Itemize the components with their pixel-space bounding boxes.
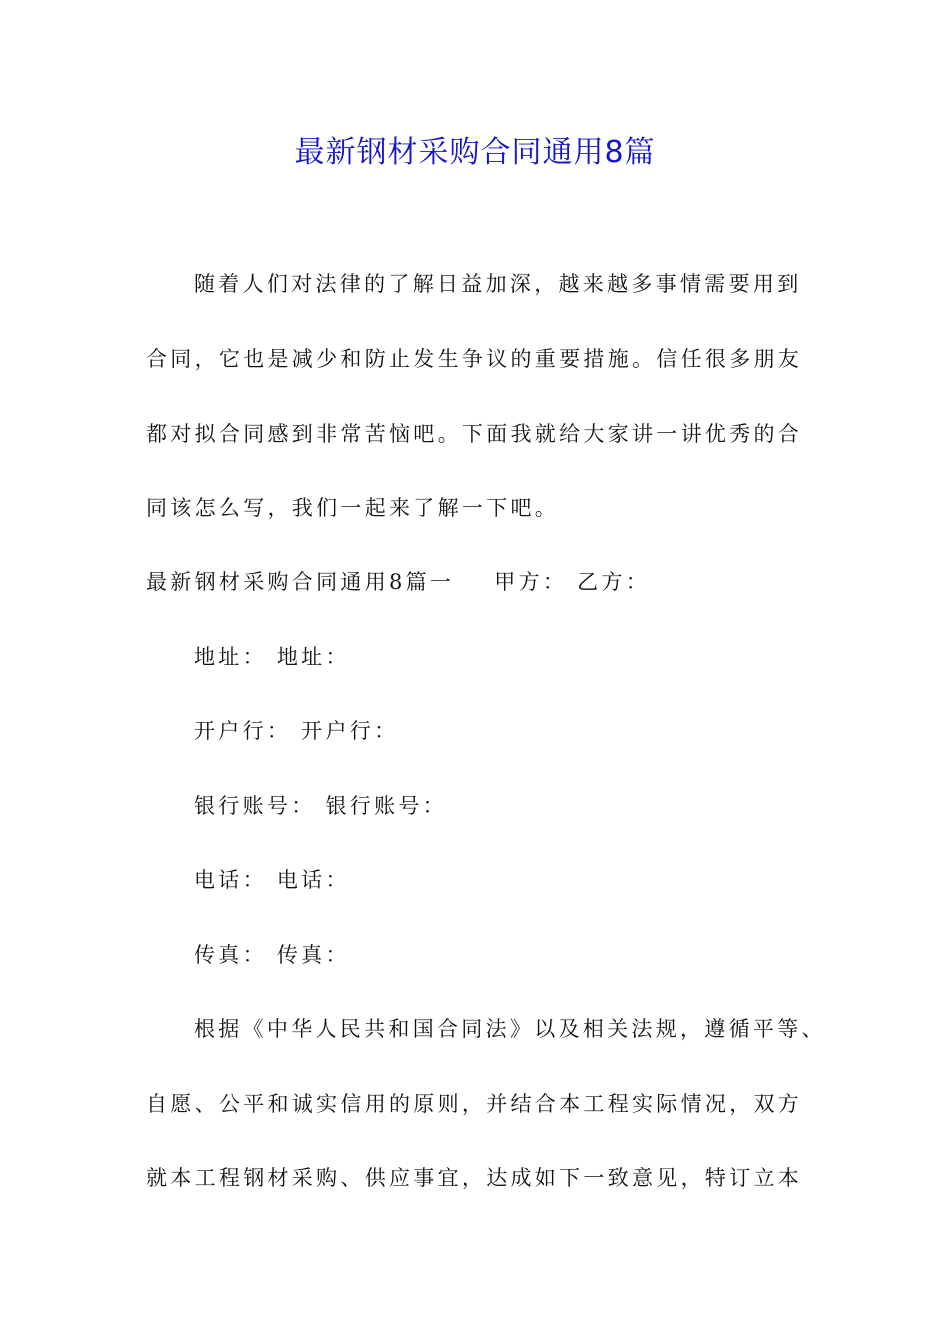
intro-line-2: 合同，它也是减少和防止发生争议的重要措施。信任很多朋友 (146, 347, 803, 371)
section-heading: 最新钢材采购合同通用8篇一 (146, 570, 455, 594)
document-title: 最新钢材采购合同通用8篇 (294, 135, 656, 170)
party-line: 甲方： 乙方： (494, 570, 651, 594)
field-address: 地址： 地址： (194, 645, 350, 669)
field-phone: 电话： 电话： (194, 868, 350, 892)
field-account: 银行账号： 银行账号： (194, 794, 447, 818)
field-fax: 传真： 传真： (194, 943, 350, 967)
body-line-3: 就本工程钢材采购、供应事宜，达成如下一致意见，特订立本 (146, 1166, 803, 1190)
body-line-2: 自愿、公平和诚实信用的原则，并结合本工程实际情况，双方 (146, 1092, 803, 1116)
body-line-1: 根据《中华人民共和国合同法》以及相关法规，遵循平等、 (194, 1017, 826, 1041)
intro-line-4: 同该怎么写，我们一起来了解一下吧。 (146, 496, 560, 520)
section-heading-line (146, 566, 650, 598)
intro-line-3: 都对拟合同感到非常苦恼吧。下面我就给大家讲一讲优秀的合 (146, 422, 803, 446)
intro-line-1: 随着人们对法律的了解日益加深，越来越多事情需要用到 (194, 272, 802, 296)
field-bank: 开户行： 开户行： (194, 719, 399, 743)
